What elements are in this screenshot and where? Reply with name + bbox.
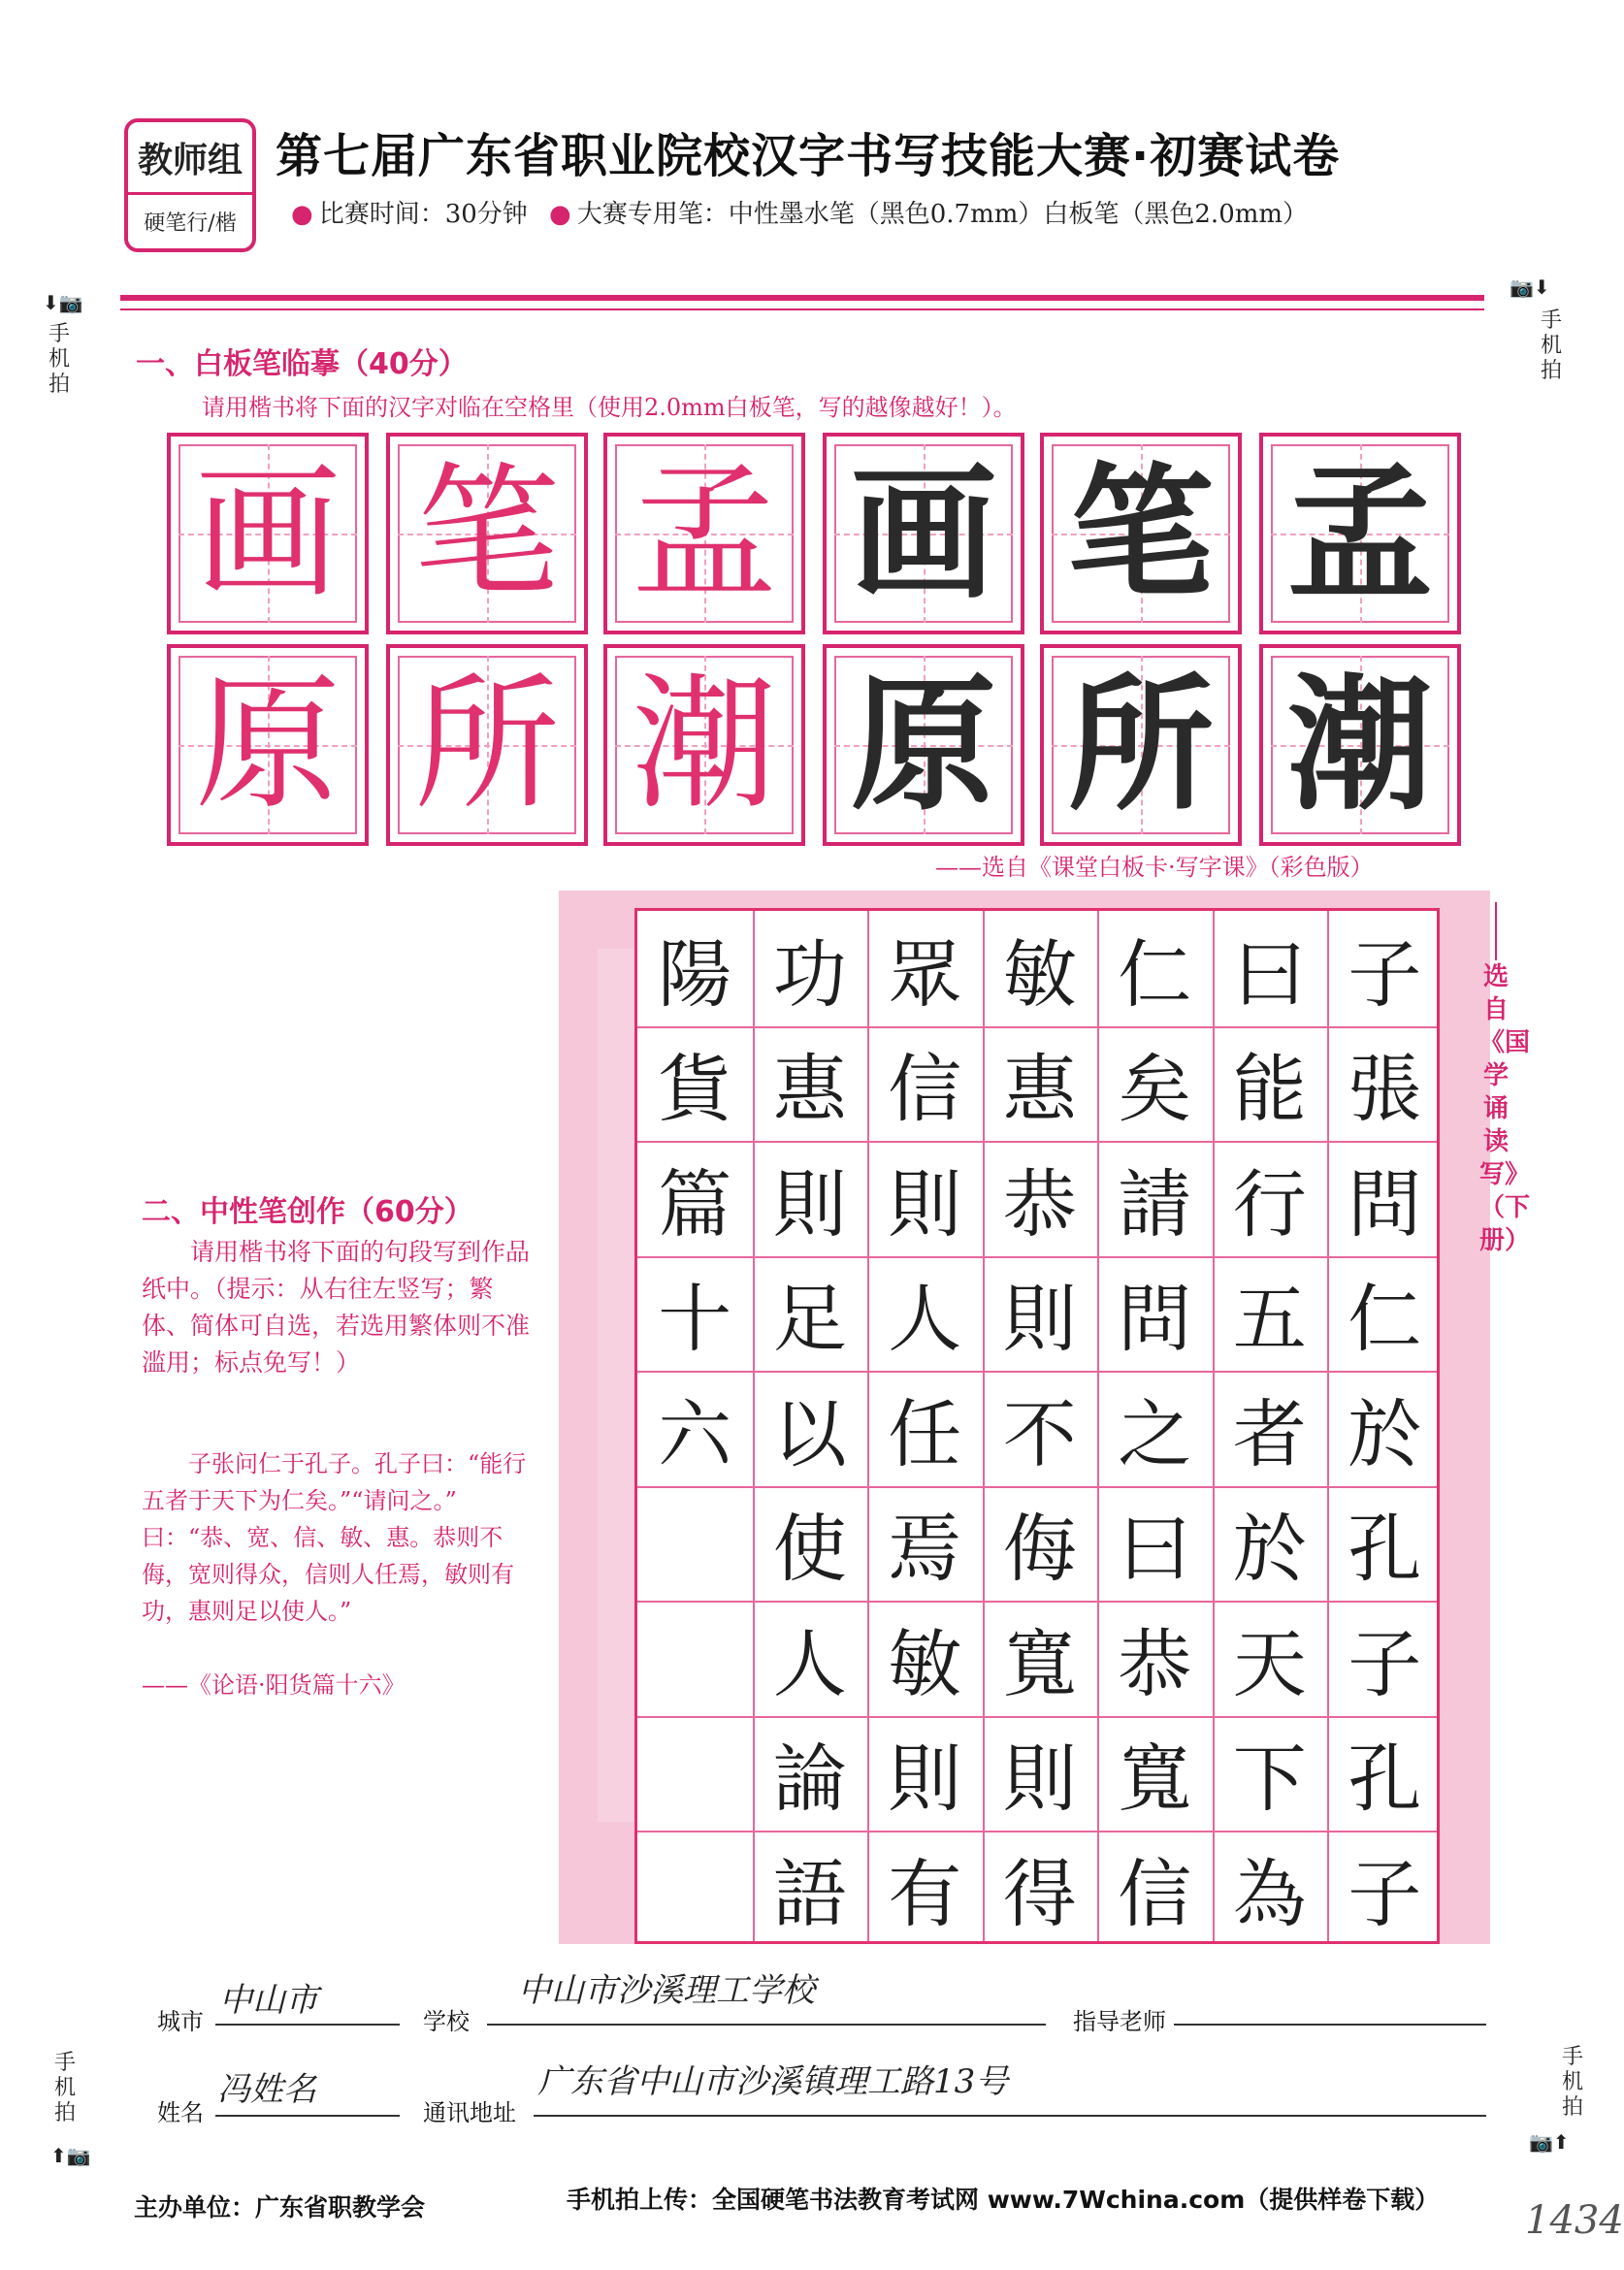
grid-char [637,1831,753,1946]
grid-char: 信 [1118,1850,1192,1937]
grid-char: 行 [1232,1160,1307,1248]
bullet-dot-icon: ● [549,200,571,229]
group-label: 教师组 [128,122,252,195]
grid-char: 問 [1348,1160,1422,1248]
grid-char: 不 [1002,1390,1077,1477]
grid-char: 為 [1232,1850,1307,1937]
grid-char: 請 [1118,1160,1192,1248]
address-value: 广东省中山市沙溪镇理工路13号 [537,2062,1009,2101]
grid-char: 十 [658,1276,732,1363]
page-number: 1434 [1525,2198,1624,2243]
grid-char: 者 [1232,1390,1307,1477]
category-label: 硬笔行/楷 [144,211,237,236]
section1-source: ——选自《课堂白板卡·写字课》（彩色版） [935,854,1374,881]
grid-char: 子 [1348,1620,1422,1707]
name-label: 姓名 [157,2099,204,2126]
grid-char: 寬 [1118,1735,1192,1823]
bullet-dot-icon: ● [291,200,313,229]
teacher-field-line[interactable] [1174,2024,1486,2026]
city-field-line[interactable] [215,2024,400,2026]
model-char: 画 [194,449,341,618]
grid-char: 人 [772,1620,847,1707]
grid-char: 則 [1002,1735,1077,1823]
grid-char: 寬 [1002,1620,1077,1707]
address-label: 通讯地址 [423,2099,516,2126]
name-value: 冯姓名 [217,2070,316,2109]
grid-char: 人 [888,1276,962,1363]
teacher-label: 指导老师 [1073,2008,1166,2035]
grid-char: 則 [888,1160,962,1248]
grid-char: 矣 [1118,1046,1192,1133]
grid-char [637,1486,753,1602]
grid-char: 則 [888,1735,962,1823]
grid-char: 惠 [1002,1046,1077,1133]
time-info: 比赛时间：30分钟 [318,200,528,229]
section1-description: 请用楷书将下面的汉字对临在空格里（使用2.0mm白板笔，写的越像越好！）。 [202,394,1017,421]
grid-char: 天 [1232,1620,1307,1707]
header-divider-thin [120,308,1484,310]
model-char-cell [386,644,588,846]
model-char: 孟 [631,449,777,618]
grid-char: 以 [772,1390,847,1477]
model-char-cell [603,644,805,846]
section2-heading: 二、中性笔创作（60分） [142,1195,473,1229]
grid-char: 之 [1118,1390,1192,1477]
copy-char-cell [1259,433,1461,634]
model-char: 潮 [631,661,777,829]
copied-char: 原 [850,660,996,830]
grid-char: 陽 [658,930,732,1018]
camera-hint-top-right: 手机拍 [1540,308,1562,383]
model-char: 笔 [413,449,560,618]
grid-char: 仁 [1118,930,1192,1018]
grid-char: 得 [1002,1850,1077,1937]
passage-source: ——《论语·阳货篇十六》 [142,1671,406,1699]
model-char-cell [167,433,369,634]
grid-char: 於 [1348,1390,1422,1477]
section1-heading: 一、白板笔临摹（40分） [136,347,468,381]
copied-char: 孟 [1286,448,1433,619]
camera-icon: ⬇📷 [43,291,83,314]
grid-char: 曰 [1232,930,1307,1018]
grid-char: 子 [1348,1850,1422,1937]
copy-char-cell [1040,644,1242,846]
grid-char: 任 [888,1390,962,1477]
grid-char: 焉 [888,1506,962,1593]
camera-icon: 📷⬇ [1510,276,1550,299]
grid-char: 語 [772,1850,847,1937]
grid-char: 眾 [888,930,962,1018]
grid-char: 則 [772,1160,847,1248]
grid-char: 恭 [1002,1160,1077,1248]
grid-char [637,1601,753,1716]
grid-char: 敏 [1002,930,1077,1018]
grid-char: 張 [1348,1046,1422,1133]
grid-char: 侮 [1002,1506,1077,1593]
model-char-cell [603,433,805,634]
side-source-rule [1495,902,1497,960]
page-title: 第七届广东省职业院校汉字书写技能大赛·初赛试卷 [276,129,1341,183]
school-label: 学校 [423,2008,470,2035]
camera-hint-top-left: 手机拍 [48,322,70,397]
copied-char: 潮 [1286,660,1433,830]
model-char: 所 [413,661,560,829]
school-value: 中山市沙溪理工学校 [518,1971,815,2010]
organizer-text: 主办单位：广东省职教学会 [134,2193,426,2221]
grid-char [637,1716,753,1832]
address-field-line[interactable] [534,2115,1486,2117]
model-char-cell [167,644,369,846]
grid-char: 仁 [1348,1276,1422,1363]
grid-char: 則 [1002,1276,1077,1363]
copied-char: 画 [850,448,996,619]
side-source: 选自《国学诵读写》（下册） [1479,962,1531,1255]
group-badge [124,118,256,252]
copy-char-cell [1259,644,1461,846]
grid-char: 子 [1348,930,1422,1018]
copy-char-cell [1040,433,1242,634]
school-field-line[interactable] [487,2024,1046,2026]
writing-grid [634,908,1440,1944]
grid-char: 能 [1232,1046,1307,1133]
grid-char: 五 [1232,1276,1307,1363]
grid-char: 於 [1232,1506,1307,1593]
passage-text: 子张问仁于孔子。孔子曰：“能行五者于天下为仁矣。”“请问之。” 曰：“恭、宽、信、敏、惠。恭则不侮，宽则得众，信则人任焉，敏则有功，惠则足以使人。” [142,1450,527,1625]
grid-char: 恭 [1118,1620,1192,1707]
camera-icon: 📷⬆ [1529,2130,1570,2154]
copied-char: 笔 [1067,448,1214,619]
grid-char: 孔 [1348,1735,1422,1823]
header-divider [120,295,1484,301]
grid-char: 貨 [658,1046,732,1133]
grid-char: 有 [888,1850,962,1937]
grid-char: 功 [772,930,847,1018]
grid-char: 信 [888,1046,962,1133]
grid-char: 敏 [888,1620,962,1707]
grid-char: 惠 [772,1046,847,1133]
grid-char: 足 [772,1276,847,1363]
section2-description: 请用楷书将下面的句段写到作品纸中。（提示：从右往左竖写；繁体、简体可自选，若选用繁体则不准滥用；标点免写！） [142,1238,531,1377]
grid-char: 下 [1232,1735,1307,1823]
model-char: 原 [194,661,341,829]
city-label: 城市 [157,2008,204,2035]
city-value: 中山市 [219,1981,318,2020]
model-char-cell [386,433,588,634]
grid-char: 論 [772,1735,847,1823]
camera-hint-bottom-left: 手机拍 [53,2051,76,2125]
camera-hint-bottom-right: 手机拍 [1561,2045,1583,2120]
camera-icon: ⬆📷 [50,2144,91,2167]
upload-info: 手机拍上传：全国硬笔书法教育考试网 www.7Wchina.com（提供样卷下载） [567,2186,1440,2214]
copy-char-cell [823,433,1024,634]
grid-char: 篇 [658,1160,732,1248]
name-field-line[interactable] [215,2115,400,2117]
side-source-block [1479,902,1531,1257]
grid-char: 問 [1118,1276,1192,1363]
grid-char: 使 [772,1506,847,1593]
pen-info: 大赛专用笔：中性墨水笔（黑色0.7mm）白板笔（黑色2.0mm） [576,200,1309,229]
exam-info [291,194,1308,230]
grid-char: 孔 [1348,1506,1422,1593]
grid-char: 曰 [1118,1506,1192,1593]
grid-char: 六 [658,1390,732,1477]
copied-char: 所 [1067,660,1214,830]
copy-char-cell [823,644,1024,846]
